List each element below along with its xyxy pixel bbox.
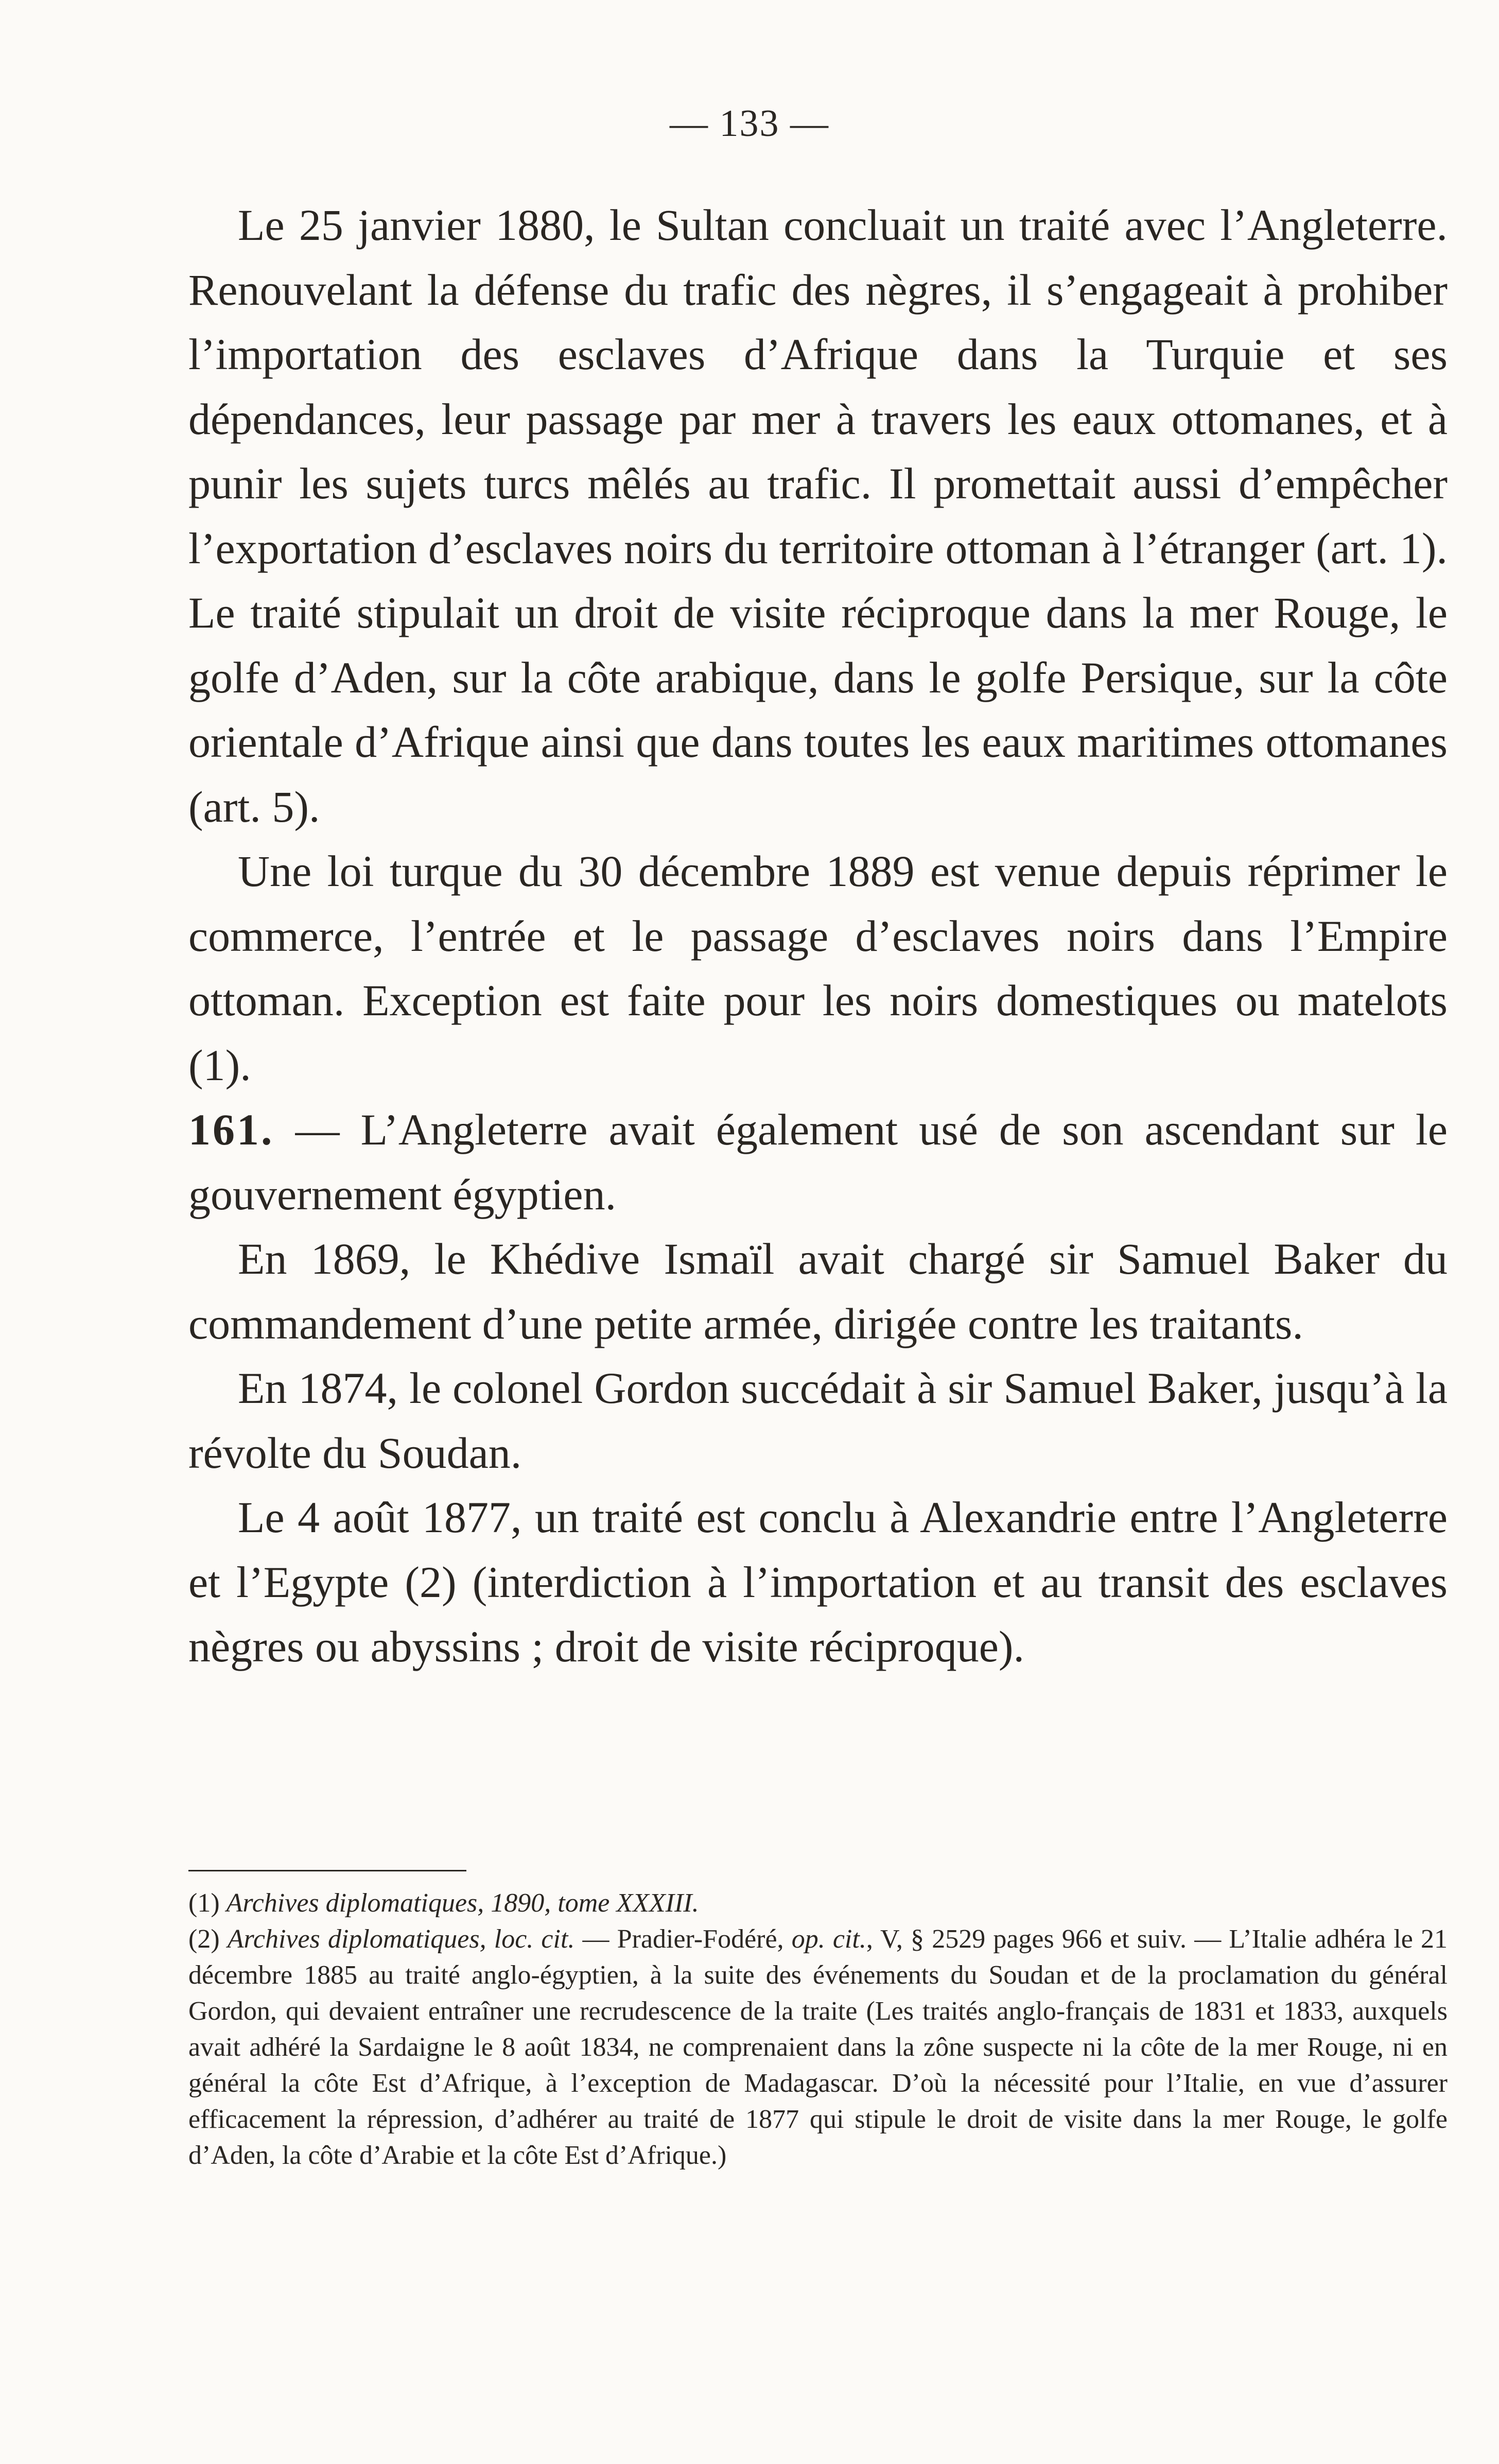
paragraph-treaty-1877: Le 4 août 1877, un traité est conclu à Alexandrie entre l’Angleterre et l’Egypte (2) (interdiction à l’importation et au transit des esclaves nègres ou abyssins ; droit de visite réciproque). [188,1493,1448,1671]
paragraph-turkish-law: Une loi turque du 30 décembre 1889 est venue depuis réprimer le commerce, l’entrée et le passage d’esclaves noirs dans l’Empire ottoman. Exception est faite pour les noirs domestiques ou matelots (1). [188,846,1448,1090]
footnote-2-marker: (2) [188,1924,220,1954]
footnote-2-opcit: op. cit. [791,1924,866,1954]
footnote-2-text-a: — Pradier-Fodéré, [574,1924,792,1954]
footnote-1-source: Archives diplomatiques, 1890, tome XXXIII. [226,1888,699,1918]
footnote-2-text-b: , V, § 2529 pages 966 et suiv. — L’Italie adhéra le 21 décembre 1885 au traité anglo-égyptien, à la suite des événements du Soudan et de la proclamation du général Gordon, qui devaient entraîner une recrudescence de la traite (Les traités anglo-français de 1831 et 1833, auxquels avait adhéré la Sardaigne le 8 août 1834, ne comprenaient dans la zône suspecte ni la côte de la mer Rouge, ni en général la côte Est d’Afrique, à l’exception de Madagascar. D’où la nécessité pour l’Italie, en vue d’assurer efficacement la répression, d’adhérer au traité de 1877 qui stipule le droit de visite dans la mer Rouge, le golfe d’Aden, la côte d’Arabie et la côte Est d’Afrique.) [188,1924,1448,2170]
paragraph-treaty-1880: Le 25 janvier 1880, le Sultan concluait un traité avec l’Angleterre. Renouvelant la défense du trafic des nègres, il s’engageait à prohiber l’importation des esclaves d’Afrique dans la Turquie et ses dépendances, leur passage par mer à travers les eaux ottomanes, et à punir les sujets turcs mêlés au trafic. Il promettait aussi d’empêcher l’exportation d’esclaves noirs du territoire ottoman à l’étranger (art. 1). Le traité stipulait un droit de visite réciproque dans la mer Rouge, le golfe d’Aden, sur la côte arabique, dans le golfe Persique, sur la côte orientale d’Afrique ainsi que dans toutes les eaux maritimes ottomanes (art. 5). [188,200,1448,831]
footnote-1-marker: (1) [188,1888,220,1918]
main-text [188,193,1448,1679]
paragraph-gordon-1874: En 1874, le colonel Gordon succédait à sir Samuel Baker, jusqu’à la révolte du Soudan. [188,1363,1448,1478]
footnote-2-source: Archives diplomatiques, loc. cit. [227,1924,575,1954]
footnote-1 [188,1885,1448,1921]
footnotes [188,1885,1448,2174]
section-text: — L’Angleterre avait également usé de son ascendant sur le gouvernement égyptien. [188,1105,1448,1219]
section-161 [188,1098,1448,1227]
footnote-divider [188,1870,466,1871]
paragraph-khedive-1869: En 1869, le Khédive Ismaïl avait chargé sir Samuel Baker du commandement d’une petite armée, dirigée contre les traitants. [188,1234,1448,1348]
footnote-2 [188,1921,1448,2174]
section-number: 161. [188,1105,274,1154]
page-number: — 133 — [670,102,829,145]
